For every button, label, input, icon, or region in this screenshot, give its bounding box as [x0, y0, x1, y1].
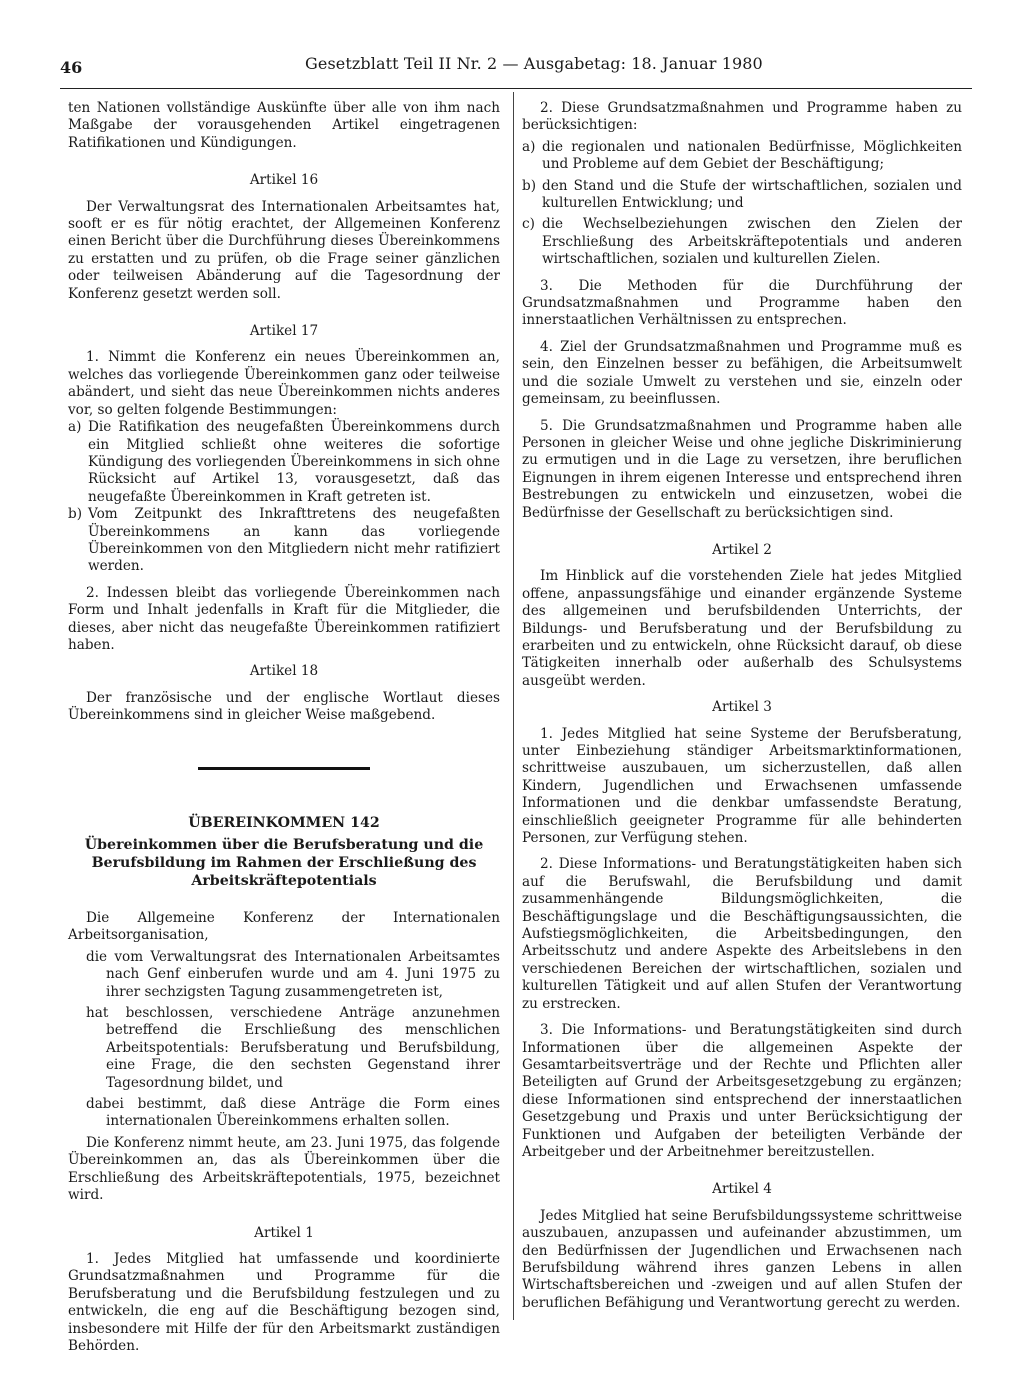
preamble-line: die vom Verwaltungsrat des Internationalen Arbeitsamtes nach Genf einberufen wurde und am 4. Juni 1975 zu ihrer sechzigsten Tagung zusammengetreten ist,: [86, 948, 500, 1000]
running-title: Gesetzblatt Teil II Nr. 2 — Ausgabetag: 18. Januar 1980: [305, 54, 763, 73]
article-1-paragraph-3: 3. Die Methoden für die Durchführung der Grundsatzmaßnahmen und Programme haben den innerstaatlichen Verhältnissen zu entsprechen.: [522, 277, 962, 329]
preamble-line: hat beschlossen, verschiedene Anträge anzunehmen betreffend die Erschließung des menschlichen Arbeitspotentials: Berufsberatung und Berufsbildung, eine Frage, die den sechsten Gegenstand ihrer Tagesordnung bildet, und: [86, 1005, 500, 1091]
header-rule: [60, 88, 972, 89]
list-item: [522, 216, 962, 268]
column-divider: [513, 92, 514, 1320]
article-3-paragraph-1: 1. Jedes Mitglied hat seine Systeme der Berufsberatung, unter Einbeziehung ständiger Arbeitsmarktinformationen, schrittweise auszubauen, um sicherzustellen, daß allen Kindern, Jugendlichen und Erwachsenen umfassende Informationen und die denkbar umfassendste Beratung, einschließlich geeigneter Programme für alle behinderten Personen, zur Verfügung stehen.: [522, 725, 962, 847]
list-item-label: c): [522, 216, 535, 233]
list-item-text: Vom Zeitpunkt des Inkrafttretens des neugefaßten Übereinkommens an kann das vorliegende Übereinkommen von den Mitgliedern nicht mehr ratifiziert werden.: [88, 506, 500, 575]
article-4-heading: Artikel 4: [712, 1181, 772, 1198]
list-item-label: b): [68, 506, 83, 523]
list-item: [68, 419, 500, 506]
article-1-heading: Artikel 1: [254, 1224, 314, 1241]
list-item: [522, 178, 962, 213]
convention-number: ÜBEREINKOMMEN 142: [188, 814, 380, 831]
continuation-paragraph: ten Nationen vollständige Auskünfte über alle von ihm nach Maßgabe der vorausgehenden Artikel eingetragenen Ratifikationen und Kündigungen.: [68, 100, 500, 151]
page-header: [60, 54, 972, 84]
list-item-text: Die Ratifikation des neugefaßten Übereinkommens durch ein Mitglied schließt ohne weiteres die sofortige Kündigung des vorliegenden Übereinkommens in sich ohne Rücksicht auf Artikel 13, vorausgesetzt, daß das neugefaßte Übereinkommen in Kraft getreten ist.: [88, 419, 500, 505]
list-item-text: die Wechselbeziehungen zwischen den Zielen der Erschließung des Arbeitskräftepotentials und anderen wirtschaftlichen, sozialen und kulturellen Zielen.: [542, 216, 962, 268]
adoption-paragraph: Die Konferenz nimmt heute, am 23. Juni 1975, das folgende Übereinkommen an, das als Übereinkommen über die Erschließung des Arbeitskräftepotentials, 1975, bezeichnet wird.: [68, 1134, 500, 1204]
list-item-label: a): [522, 138, 536, 155]
article-17-paragraph-2: 2. Indessen bleibt das vorliegende Übereinkommen nach Form und Inhalt jedenfalls in Kraft für die Mitglieder, die dieses, aber nicht das neugefaßte Übereinkommen ratifiziert haben.: [68, 584, 500, 653]
article-16-text: Der Verwaltungsrat des Internationalen Arbeitsamtes hat, sooft er es für nötig erachtet, der Allgemeinen Konferenz einen Bericht über die Durchführung dieses Übereinkommens zu erstatten und zu prüfen, ob die Frage seiner gänzlichen oder teilweisen Abänderung auf die Tagesordnung der Konferenz gesetzt werden soll.: [68, 198, 500, 302]
article-17-heading: Artikel 17: [249, 323, 319, 340]
left-column: [68, 100, 500, 1355]
list-item-label: b): [522, 177, 537, 194]
article-1-paragraph-2: 2. Diese Grundsatzmaßnahmen und Programme haben zu berücksichtigen:: [522, 100, 962, 134]
list-item-label: a): [68, 419, 82, 436]
article-16-heading: Artikel 16: [249, 172, 319, 189]
preamble-line: dabei bestimmt, daß diese Anträge die Form eines internationalen Übereinkommens erhalten sollen.: [86, 1096, 500, 1130]
article-2-text: Im Hinblick auf die vorstehenden Ziele hat jedes Mitglied offene, anpassungsfähige und einander ergänzende Systeme des allgemeinen und berufsbildenden Unterrichts, der Bildungs- und Berufsberatung und der Berufsbildung zu erarbeiten und zu entwickeln, ohne Rücksicht darauf, ob diese Tätigkeiten innerhalb oder außerhalb des Schulsystems ausgeübt werden.: [522, 568, 962, 689]
article-2-heading: Artikel 2: [712, 541, 772, 558]
list-item-text: die regionalen und nationalen Bedürfnisse, Möglichkeiten und Probleme auf dem Gebiet der Beschäftigung;: [542, 138, 962, 173]
article-3-paragraph-2: 2. Diese Informations- und Beratungstätigkeiten haben sich auf die Berufswahl, die Berufsbildung und damit zusammenhängende Bildungsmöglichkeiten, die Beschäftigungslage und die Beschäftigungsaussichten, die Aufstiegsmöglichkeiten, die Arbeitsbedingungen, den Arbeitsschutz und andere Aspekte des Arbeitslebens in den verschiedenen Bereichen der wirtschaftlichen, sozialen und kulturellen Tätigkeit und auf allen Stufen der Verantwortung zu erstrecken.: [522, 856, 962, 1012]
article-1-paragraph-4: 4. Ziel der Grundsatzmaßnahmen und Programme muß es sein, den Einzelnen besser zu befähigen, die Arbeitsumwelt und die soziale Umwelt zu verstehen und sie, einzeln oder gemeinsam, zu beeinflussen.: [522, 338, 962, 408]
article-17-paragraph-1: 1. Nimmt die Konferenz ein neues Übereinkommen an, welches das vorliegende Übereinkommen ganz oder teilweise abändert, und sieht das neue Übereinkommen nichts anderes vor, so gelten folgende Bestimmungen:: [68, 349, 500, 418]
preamble-line: Die Allgemeine Konferenz der Internationalen Arbeitsorganisation,: [68, 910, 500, 944]
page-number: 46: [60, 58, 83, 77]
article-18-text: Der französische und der englische Wortlaut dieses Übereinkommens sind in gleicher Weise maßgebend.: [68, 689, 500, 724]
convention-title: Übereinkommen über die Berufsberatung und die Berufsbildung im Rahmen der Erschließung des Arbeitskräftepotentials: [84, 837, 484, 889]
article-3-heading: Artikel 3: [712, 699, 772, 716]
article-4-text: Jedes Mitglied hat seine Berufsbildungssysteme schrittweise auszubauen, anzupassen und aufeinander abzustimmen, um den Bedürfnissen der Jugendlichen und Erwachsenen nach Berufsbildung während ihres ganzen Lebens in allen Wirtschaftsbereichen und -zweigen und auf allen Stufen der beruflichen Befähigung und Verantwortung gerecht zu werden.: [522, 1207, 962, 1311]
list-item: [68, 506, 500, 576]
list-item: [522, 139, 962, 174]
list-item-text: den Stand und die Stufe der wirtschaftlichen, sozialen und kulturellen Entwicklung; und: [542, 177, 962, 212]
article-1-paragraph-5: 5. Die Grundsatzmaßnahmen und Programme haben alle Personen in gleicher Weise und ohne jegliche Diskriminierung zu ermutigen und in die Lage zu versetzen, ihre beruflichen Eignungen in ihrem eigenen Interesse und entsprechend ihren Bestrebungen zu entwickeln und einzusetzen, wobei die Bedürfnisse der Gesellschaft zu berücksichtigen sind.: [522, 417, 962, 521]
article-18-heading: Artikel 18: [249, 663, 319, 680]
article-3-paragraph-3: 3. Die Informations- und Beratungstätigkeiten sind durch Informationen über die allgemeinen Aspekte der Gesamtarbeitsverträge und der Rechte und Pflichten aller Beteiligten auf Grund der Arbeitsgesetzgebung zu ergänzen; diese Informationen sind entsprechend der innerstaatlichen Gesetzgebung und Praxis und unter Berücksichtigung der Funktionen und Aufgaben der beteiligten Verbände der Arbeitgeber und der Arbeitnehmer bereitzustellen.: [522, 1022, 962, 1160]
article-1-paragraph-1: 1. Jedes Mitglied hat umfassende und koordinierte Grundsatzmaßnahmen und Programme für die Berufsberatung und die Berufsbildung festzulegen und zu entwickeln, die eng auf die Beschäftigung bezogen sind, insbesondere mit Hilfe der für den Arbeitsmarkt zuständigen Behörden.: [68, 1250, 500, 1354]
right-column: [522, 100, 962, 1312]
